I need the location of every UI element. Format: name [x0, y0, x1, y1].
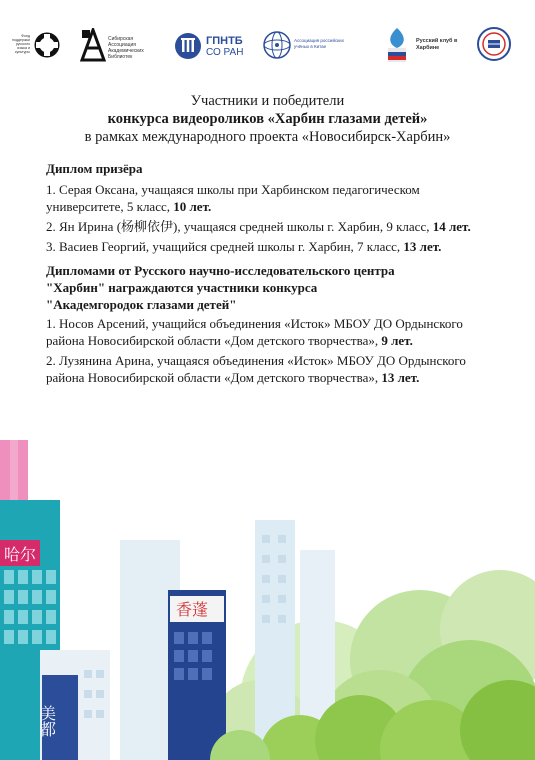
city-illustration [0, 400, 535, 760]
item-text: 1. Серая Оксана, учащаяся школы при Харбинском педагогическом университете, 5 класс, [46, 182, 420, 214]
section-1-item-2 [46, 218, 486, 235]
item-text: 1. Носов Арсений, учащийся объединения «Исток» МБОУ ДО Ордынского района Новосибирской области «Дом детского творчества», [46, 316, 463, 348]
logo-2-text: Сибирская Ассоциация Академических Библиотек [108, 36, 144, 60]
sign-tower-1 [168, 590, 226, 760]
sign-tower-2 [38, 650, 111, 760]
section-1-item-3 [46, 238, 486, 255]
sign-3-text: 哈尔 [4, 545, 37, 564]
logo-5-dome-icon [382, 26, 412, 64]
document-body [46, 160, 486, 389]
logo-bar [0, 0, 535, 80]
item-age: 13 лет. [403, 239, 442, 254]
title-line-3: в рамках международного проекта «Новосибирск-Харбин» [84, 129, 451, 145]
logo-3-text-1: ГПНТБ [206, 35, 243, 47]
section-2-item-2 [46, 352, 486, 386]
logo-4 [262, 28, 362, 68]
logo-1 [8, 28, 68, 64]
item-text: 2. Лузянина Арина, учащаяся объединения «Исток» МБОУ ДО Ордынского района Новосибирской области «Дом детского творчества», [46, 353, 466, 385]
title-line-1: Участники и победители [190, 93, 345, 109]
item-age: 10 лет. [173, 199, 212, 214]
item-age: 13 лет. [381, 370, 420, 385]
section-2-item-1 [46, 315, 486, 349]
section-2-heading-line-3: "Академгородок глазами детей" [46, 297, 237, 312]
section-2-heading [46, 262, 486, 313]
item-text: 3. Васиев Георгий, учащийся средней школы г. Харбин, 7 класс, [46, 239, 404, 254]
item-text: 2. Ян Ирина (杨柳依伊), учащаяся средней школы г. Харбин, 9 класс, [46, 219, 433, 234]
section-2 [46, 262, 486, 386]
logo-3-text-2: СО РАН [206, 47, 244, 58]
title-line-2: конкурса видеороликов «Харбин глазами детей» [107, 111, 428, 127]
logo-6-emblem-icon [476, 26, 512, 62]
item-age: 14 лет. [432, 219, 471, 234]
item-age: 9 лет. [381, 333, 413, 348]
logo-1-text: Фонд поддержки русского языка и культуры [11, 34, 30, 54]
logo-1-mark-icon [32, 30, 62, 60]
sign-1-text: 香蓬 [176, 600, 209, 619]
section-1-item-1 [46, 181, 486, 215]
logo-2 [80, 26, 162, 66]
logo-6 [476, 26, 516, 66]
section-2-heading-line-2: "Харбин" награждаются участники конкурса [46, 280, 318, 295]
section-1-heading: Диплом призёра [46, 161, 143, 176]
logo-2-mark-icon [80, 28, 106, 62]
logo-5 [382, 26, 462, 68]
logo-3-mark-icon [174, 32, 202, 60]
document-title [0, 92, 535, 146]
logo-4-mark-icon [262, 30, 292, 60]
logo-5-text: Русский клуб в Харбине [416, 38, 458, 51]
sign-2-text: 美都 [37, 705, 57, 737]
logo-4-text: Ассоциация российских учёных в Китае [294, 38, 344, 49]
section-2-heading-line-1: Дипломами от Русского научно-исследовательского центра [46, 263, 395, 278]
logo-3 [174, 30, 254, 66]
